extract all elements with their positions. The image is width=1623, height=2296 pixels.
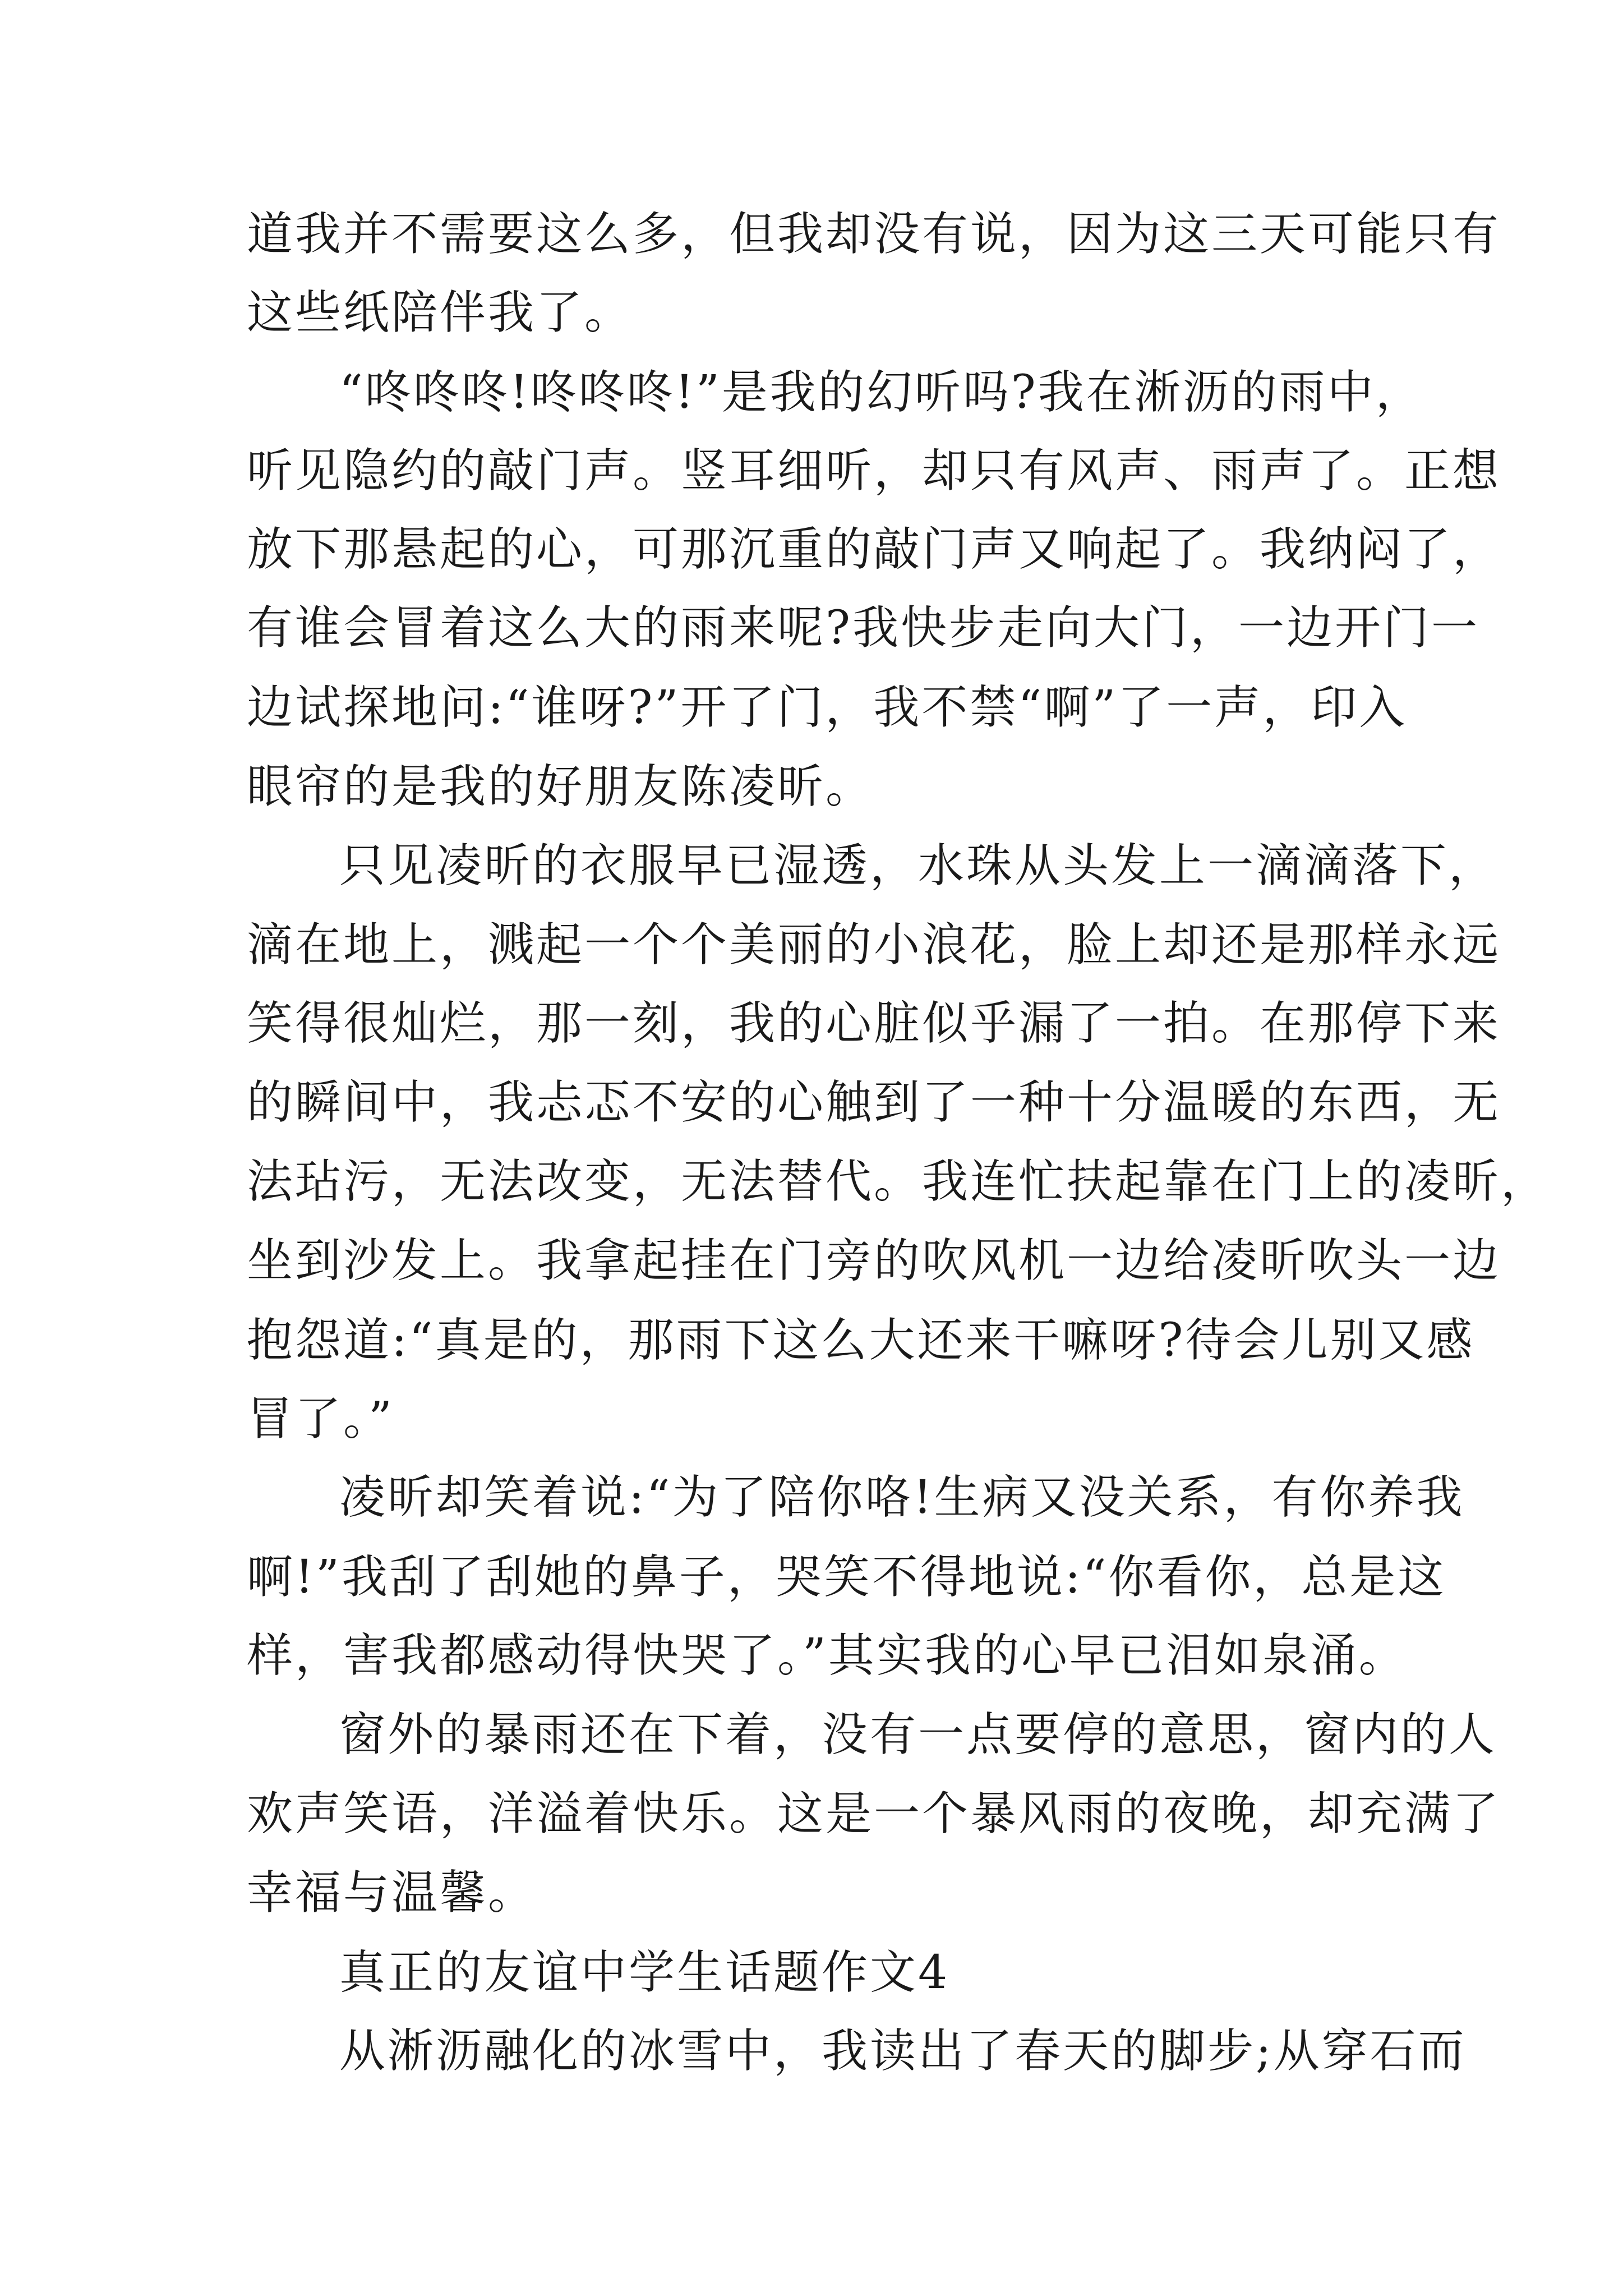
text-line: “咚咚咚!咚咚咚!”是我的幻听吗?我在淅沥的雨中， (339, 366, 1424, 419)
text-line: 放下那悬起的心，可那沉重的敲门声又响起了。我纳闷了， (247, 523, 1501, 576)
text-line: 凌昕却笑着说:“为了陪你咯!生病又没关系，有你养我 (339, 1471, 1465, 1524)
text-line: 的瞬间中，我忐忑不安的心触到了一种十分温暖的东西，无 (247, 1076, 1501, 1129)
text-line: 滴在地上，溅起一个个美丽的小浪花，脸上却还是那样永远 (247, 918, 1501, 972)
text-line: 边试探地问:“谁呀?”开了门，我不禁“啊”了一声，印入 (247, 681, 1408, 734)
text-line: 欢声笑语，洋溢着快乐。这是一个暴风雨的夜晚，却充满了 (247, 1787, 1501, 1841)
text-line: 法玷污，无法改变，无法替代。我连忙扶起靠在门上的凌昕， (247, 1155, 1550, 1208)
text-line: 听见隐约的敲门声。竖耳细听，却只有风声、雨声了。正想 (247, 444, 1501, 498)
text-line: 样，害我都感动得快哭了。”其实我的心早已泪如泉涌。 (247, 1629, 1407, 1682)
text-line: 笑得很灿烂，那一刻，我的心脏似乎漏了一拍。在那停下来 (247, 997, 1501, 1050)
text-line: 这些纸陪伴我了。 (247, 286, 633, 339)
text-line: 道我并不需要这么多，但我却没有说，因为这三天可能只有 (247, 208, 1501, 261)
text-line: 窗外的暴雨还在下着，没有一点要停的意思，窗内的人 (339, 1708, 1497, 1761)
text-line: 从淅沥融化的冰雪中，我读出了春天的脚步;从穿石而 (339, 2024, 1467, 2078)
text-line: 冒了。” (247, 1392, 394, 1446)
text-line: 坐到沙发上。我拿起挂在门旁的吹风机一边给凌昕吹头一边 (247, 1234, 1501, 1287)
text-line: 幸福与温馨。 (247, 1866, 537, 1920)
section-heading: 真正的友谊中学生话题作文4 (339, 1946, 950, 1999)
text-line: 抱怨道:“真是的，那雨下这么大还来干嘛呀?待会儿别又感 (247, 1314, 1475, 1367)
text-line: 有谁会冒着这么大的雨来呢?我快步走向大门，一边开门一 (247, 601, 1479, 655)
text-line: 啊!”我刮了刮她的鼻子，哭笑不得地说:“你看你，总是这 (247, 1550, 1446, 1604)
text-line: 眼帘的是我的好朋友陈凌昕。 (247, 760, 874, 813)
text-line: 只见凌昕的衣服早已湿透，水珠从头发上一滴滴落下， (339, 839, 1497, 892)
